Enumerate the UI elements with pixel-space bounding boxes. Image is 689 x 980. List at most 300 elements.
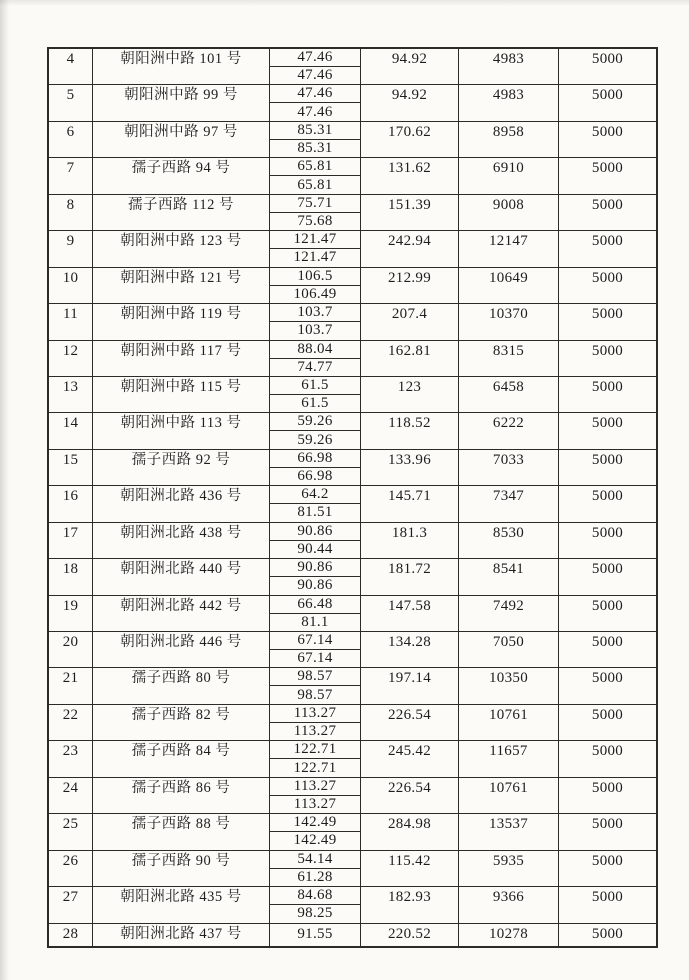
area-value-lower: 47.46 — [297, 103, 333, 120]
cell-unit-price — [559, 887, 656, 922]
cell-area-total — [361, 231, 459, 266]
cell-amount — [459, 596, 559, 631]
row-number: 23 — [62, 743, 79, 760]
area-value-upper: 64.2 — [270, 486, 360, 504]
cell-row-number — [49, 122, 93, 157]
area-total-value: 94.92 — [391, 51, 428, 67]
cell-address — [93, 523, 270, 558]
area-total-value: 182.93 — [387, 889, 432, 906]
row-number: 26 — [62, 852, 79, 869]
area-value-lower: 142.49 — [293, 832, 337, 849]
cell-address — [93, 632, 270, 667]
cell-amount — [459, 523, 559, 558]
cell-row-number — [49, 887, 93, 922]
cell-area-split — [270, 705, 361, 740]
table-row — [49, 632, 656, 668]
cell-area-total — [361, 341, 459, 376]
area-value-upper: 142.49 — [270, 814, 360, 832]
area-value-upper: 113.27 — [270, 705, 360, 723]
cell-area-split — [270, 158, 361, 193]
address-text: 朝阳洲北路 435 号 — [120, 889, 242, 906]
cell-area-split — [270, 122, 361, 157]
cell-address — [93, 814, 270, 849]
cell-area-total — [361, 668, 459, 703]
amount-value: 10761 — [489, 779, 528, 796]
cell-area-split — [270, 632, 361, 667]
cell-area-split — [270, 741, 361, 776]
unit-price-value: 5000 — [591, 706, 624, 723]
cell-area-total — [361, 158, 459, 193]
table-row — [49, 851, 656, 887]
cell-amount — [459, 924, 559, 946]
cell-area-total — [361, 741, 459, 776]
cell-amount — [459, 341, 559, 376]
area-total-value: 115.42 — [388, 852, 431, 869]
cell-area-total — [361, 122, 459, 157]
area-value-upper: 66.48 — [270, 596, 360, 614]
unit-price-value: 5000 — [591, 779, 624, 796]
cell-amount — [459, 85, 559, 120]
cell-address — [93, 122, 270, 157]
amount-value: 4983 — [492, 51, 525, 67]
cell-area-split — [270, 523, 361, 558]
cell-unit-price — [559, 741, 656, 776]
cell-area-total — [361, 887, 459, 922]
amount-value: 8541 — [492, 561, 525, 578]
cell-address — [93, 596, 270, 631]
cell-area-total — [361, 486, 459, 521]
cell-unit-price — [559, 559, 656, 594]
amount-value: 10350 — [489, 670, 528, 687]
table-row — [49, 231, 656, 267]
address-text: 朝阳洲北路 440 号 — [120, 561, 242, 578]
row-number: 8 — [66, 196, 75, 213]
table-row — [49, 668, 656, 704]
cell-area-split — [270, 268, 361, 303]
area-value-lower: 90.86 — [297, 577, 333, 594]
table-row — [49, 341, 656, 377]
table-row — [49, 450, 656, 486]
unit-price-value: 5000 — [591, 488, 624, 505]
unit-price-value: 5000 — [591, 597, 624, 614]
row-number: 6 — [66, 123, 75, 140]
unit-price-value: 5000 — [591, 816, 624, 833]
address-text: 朝阳洲中路 97 号 — [124, 123, 238, 140]
cell-address — [93, 304, 270, 339]
cell-amount — [459, 122, 559, 157]
amount-value: 4983 — [492, 87, 525, 104]
area-value-lower: 113.27 — [293, 723, 337, 740]
cell-address — [93, 486, 270, 521]
area-total-value: 226.54 — [387, 779, 432, 796]
cell-area-split — [270, 341, 361, 376]
area-value-upper: 103.7 — [270, 304, 360, 322]
area-value-upper: 113.27 — [270, 778, 360, 796]
row-number: 12 — [62, 342, 79, 359]
unit-price-value: 5000 — [591, 378, 624, 395]
amount-value: 10761 — [489, 706, 528, 723]
area-total-value: 226.54 — [387, 706, 432, 723]
area-total-value: 242.94 — [387, 233, 432, 250]
cell-area-total — [361, 705, 459, 740]
address-text: 孺子西路 92 号 — [131, 451, 231, 468]
row-number: 4 — [66, 51, 75, 67]
area-value-lower: 90.44 — [297, 540, 333, 557]
area-total-value: 207.4 — [391, 306, 428, 323]
amount-value: 10370 — [489, 306, 528, 323]
area-value-upper: 47.46 — [270, 49, 360, 67]
area-value-lower: 61.28 — [297, 868, 333, 885]
cell-row-number — [49, 304, 93, 339]
cell-amount — [459, 887, 559, 922]
cell-amount — [459, 49, 559, 84]
address-text: 孺子西路 86 号 — [131, 779, 231, 796]
cell-amount — [459, 195, 559, 230]
amount-value: 9008 — [492, 196, 525, 213]
area-value-lower: 85.31 — [297, 140, 333, 157]
cell-area-total — [361, 195, 459, 230]
cell-row-number — [49, 523, 93, 558]
unit-price-value: 5000 — [591, 415, 624, 432]
unit-price-value: 5000 — [591, 342, 624, 359]
cell-unit-price — [559, 413, 656, 448]
cell-area-split — [270, 924, 361, 946]
area-total-value: 181.3 — [391, 524, 428, 541]
unit-price-value: 5000 — [591, 51, 624, 67]
area-value-lower: 59.26 — [297, 431, 333, 448]
row-number: 15 — [62, 451, 79, 468]
row-number: 27 — [62, 889, 79, 906]
area-value-upper: 65.81 — [270, 158, 360, 176]
cell-row-number — [49, 668, 93, 703]
cell-unit-price — [559, 231, 656, 266]
unit-price-value: 5000 — [591, 925, 624, 942]
cell-area-total — [361, 304, 459, 339]
area-value-upper: 90.86 — [270, 523, 360, 541]
address-text: 朝阳洲中路 123 号 — [120, 233, 242, 250]
cell-area-split — [270, 668, 361, 703]
cell-unit-price — [559, 341, 656, 376]
amount-value: 12147 — [489, 233, 528, 250]
area-total-value: 245.42 — [387, 743, 432, 760]
address-text: 朝阳洲中路 117 号 — [120, 342, 242, 359]
amount-value: 10649 — [489, 269, 528, 286]
row-number: 9 — [66, 233, 75, 250]
amount-value: 6910 — [492, 160, 525, 177]
area-value-upper: 61.5 — [270, 377, 360, 395]
row-number: 19 — [62, 597, 79, 614]
table-row — [49, 778, 656, 814]
cell-amount — [459, 304, 559, 339]
cell-unit-price — [559, 268, 656, 303]
cell-unit-price — [559, 851, 656, 886]
cell-unit-price — [559, 122, 656, 157]
cell-area-total — [361, 851, 459, 886]
cell-area-split — [270, 486, 361, 521]
row-number: 21 — [62, 670, 79, 687]
cell-address — [93, 559, 270, 594]
cell-unit-price — [559, 596, 656, 631]
cell-unit-price — [559, 814, 656, 849]
cell-address — [93, 231, 270, 266]
area-total-value: 94.92 — [391, 87, 428, 104]
area-value-lower: 121.47 — [293, 249, 337, 266]
area-value-upper: 66.98 — [270, 450, 360, 468]
cell-row-number — [49, 85, 93, 120]
area-total-value: 212.99 — [387, 269, 432, 286]
cell-area-total — [361, 778, 459, 813]
table-row — [49, 486, 656, 522]
amount-value: 10278 — [489, 925, 528, 942]
area-total-value: 220.52 — [387, 925, 432, 942]
unit-price-value: 5000 — [591, 634, 624, 650]
cell-address — [93, 705, 270, 740]
cell-amount — [459, 741, 559, 776]
area-total-value: 147.58 — [387, 597, 432, 614]
cell-row-number — [49, 450, 93, 485]
area-value-upper: 88.04 — [270, 341, 360, 359]
cell-amount — [459, 559, 559, 594]
area-total-value: 162.81 — [387, 342, 432, 359]
amount-value: 8958 — [492, 123, 525, 140]
unit-price-value: 5000 — [591, 87, 624, 104]
cell-address — [93, 778, 270, 813]
cell-amount — [459, 413, 559, 448]
area-total-value: 133.96 — [387, 451, 432, 468]
cell-unit-price — [559, 668, 656, 703]
cell-amount — [459, 814, 559, 849]
cell-area-total — [361, 268, 459, 303]
table-row — [49, 705, 656, 741]
row-number: 25 — [62, 816, 79, 833]
cell-area-total — [361, 814, 459, 849]
table-row — [49, 304, 656, 340]
cell-unit-price — [559, 49, 656, 84]
amount-value: 7050 — [492, 634, 525, 650]
area-value-upper: 75.71 — [270, 195, 360, 213]
amount-value: 13537 — [489, 816, 528, 833]
table-row — [49, 195, 656, 231]
area-value-upper: 47.46 — [270, 85, 360, 103]
cell-row-number — [49, 814, 93, 849]
amount-value: 7492 — [492, 597, 525, 614]
amount-value: 11657 — [489, 743, 528, 760]
area-value-lower: 113.27 — [293, 795, 337, 812]
cell-unit-price — [559, 304, 656, 339]
cell-area-split — [270, 49, 361, 84]
row-number: 28 — [62, 925, 79, 942]
amount-value: 9366 — [492, 889, 525, 906]
cell-unit-price — [559, 195, 656, 230]
cell-unit-price — [559, 778, 656, 813]
table-row — [49, 413, 656, 449]
address-text: 朝阳洲中路 121 号 — [120, 269, 242, 286]
area-total-value: 181.72 — [387, 561, 432, 578]
cell-area-split — [270, 85, 361, 120]
cell-row-number — [49, 486, 93, 521]
address-text: 朝阳洲北路 442 号 — [120, 597, 242, 614]
amount-value: 8315 — [492, 342, 525, 359]
cell-address — [93, 413, 270, 448]
area-value-upper: 98.57 — [270, 668, 360, 686]
table-row — [49, 377, 656, 413]
amount-value: 5935 — [492, 852, 525, 869]
cell-area-split — [270, 413, 361, 448]
cell-area-split — [270, 887, 361, 922]
cell-area-total — [361, 49, 459, 84]
cell-row-number — [49, 377, 93, 412]
cell-row-number — [49, 49, 93, 84]
address-text: 孺子西路 80 号 — [131, 670, 231, 687]
cell-row-number — [49, 924, 93, 946]
cell-address — [93, 668, 270, 703]
cell-address — [93, 195, 270, 230]
address-text: 孺子西路 94 号 — [131, 160, 231, 177]
area-value-upper: 67.14 — [270, 632, 360, 650]
area-value-lower: 66.98 — [297, 468, 333, 485]
unit-price-value: 5000 — [591, 889, 624, 906]
unit-price-value: 5000 — [591, 160, 624, 177]
cell-address — [93, 268, 270, 303]
cell-area-total — [361, 85, 459, 120]
table-row — [49, 741, 656, 777]
cell-area-split — [270, 450, 361, 485]
cell-row-number — [49, 741, 93, 776]
unit-price-value: 5000 — [591, 524, 624, 541]
area-value-lower: 81.1 — [301, 613, 329, 630]
amount-value: 7347 — [492, 488, 525, 505]
table-body — [49, 49, 656, 946]
area-value-lower: 67.14 — [297, 650, 333, 667]
cell-area-total — [361, 377, 459, 412]
address-text: 朝阳洲中路 101 号 — [120, 51, 242, 67]
table-row — [49, 523, 656, 559]
cell-unit-price — [559, 924, 656, 946]
row-number: 22 — [62, 706, 79, 723]
cell-address — [93, 377, 270, 412]
cell-address — [93, 85, 270, 120]
area-value-upper: 91.55 — [297, 926, 333, 942]
cell-row-number — [49, 195, 93, 230]
cell-unit-price — [559, 705, 656, 740]
address-text: 孺子西路 112 号 — [128, 196, 234, 213]
table-row — [49, 559, 656, 595]
area-value-upper: 85.31 — [270, 122, 360, 140]
cell-area-total — [361, 523, 459, 558]
address-text: 孺子西路 82 号 — [131, 706, 231, 723]
area-value-lower: 47.46 — [297, 67, 333, 84]
area-value-upper: 121.47 — [270, 231, 360, 249]
cell-area-split — [270, 596, 361, 631]
address-text: 孺子西路 90 号 — [131, 852, 231, 869]
cell-address — [93, 851, 270, 886]
row-number: 7 — [66, 160, 75, 177]
cell-amount — [459, 486, 559, 521]
area-total-value: 145.71 — [387, 488, 432, 505]
area-value-upper: 84.68 — [270, 887, 360, 905]
cell-area-split — [270, 195, 361, 230]
cell-address — [93, 341, 270, 376]
cell-amount — [459, 851, 559, 886]
address-text: 朝阳洲北路 436 号 — [120, 488, 242, 505]
cell-area-total — [361, 413, 459, 448]
cell-row-number — [49, 413, 93, 448]
cell-unit-price — [559, 523, 656, 558]
cell-row-number — [49, 268, 93, 303]
unit-price-value: 5000 — [591, 670, 624, 687]
address-text: 朝阳洲北路 446 号 — [120, 634, 242, 650]
table-row — [49, 49, 656, 85]
area-value-lower: 81.51 — [297, 504, 333, 521]
area-value-lower: 106.49 — [293, 285, 337, 302]
cell-address — [93, 450, 270, 485]
cell-amount — [459, 450, 559, 485]
cell-amount — [459, 231, 559, 266]
row-number: 16 — [62, 488, 79, 505]
area-value-lower: 98.57 — [297, 686, 333, 703]
cell-amount — [459, 668, 559, 703]
cell-row-number — [49, 596, 93, 631]
area-value-upper: 122.71 — [270, 741, 360, 759]
cell-row-number — [49, 158, 93, 193]
address-text: 朝阳洲北路 438 号 — [120, 524, 242, 541]
unit-price-value: 5000 — [591, 196, 624, 213]
row-number: 18 — [62, 561, 79, 578]
area-total-value: 134.28 — [387, 634, 432, 650]
row-number: 20 — [62, 634, 79, 650]
area-total-value: 131.62 — [387, 160, 432, 177]
address-text: 朝阳洲中路 113 号 — [120, 415, 242, 432]
area-total-value: 118.52 — [388, 415, 431, 432]
cell-amount — [459, 705, 559, 740]
cell-area-split — [270, 559, 361, 594]
cell-amount — [459, 158, 559, 193]
area-value-upper: 90.86 — [270, 559, 360, 577]
table-row — [49, 887, 656, 923]
address-text: 朝阳洲中路 115 号 — [120, 378, 242, 395]
area-value-lower: 75.68 — [297, 212, 333, 229]
address-text: 朝阳洲中路 99 号 — [124, 87, 238, 104]
address-text: 孺子西路 88 号 — [131, 816, 231, 833]
cell-amount — [459, 632, 559, 667]
cell-row-number — [49, 559, 93, 594]
row-number: 10 — [62, 269, 79, 286]
cell-amount — [459, 778, 559, 813]
row-number: 17 — [62, 524, 79, 541]
cell-area-split — [270, 377, 361, 412]
area-value-upper: 106.5 — [270, 268, 360, 286]
cell-row-number — [49, 341, 93, 376]
cell-unit-price — [559, 158, 656, 193]
row-number: 13 — [62, 378, 79, 395]
cell-address — [93, 158, 270, 193]
area-value-lower: 61.5 — [301, 395, 329, 412]
table-row — [49, 122, 656, 158]
area-total-value: 170.62 — [387, 123, 432, 140]
cell-unit-price — [559, 85, 656, 120]
cell-address — [93, 741, 270, 776]
cell-address — [93, 49, 270, 84]
area-value-upper: 54.14 — [270, 851, 360, 869]
area-value-lower: 74.77 — [297, 358, 333, 375]
cell-area-split — [270, 778, 361, 813]
cell-area-total — [361, 632, 459, 667]
cell-unit-price — [559, 377, 656, 412]
address-text: 孺子西路 84 号 — [131, 743, 231, 760]
area-value-upper: 59.26 — [270, 413, 360, 431]
cell-amount — [459, 377, 559, 412]
area-total-value: 284.98 — [387, 816, 432, 833]
